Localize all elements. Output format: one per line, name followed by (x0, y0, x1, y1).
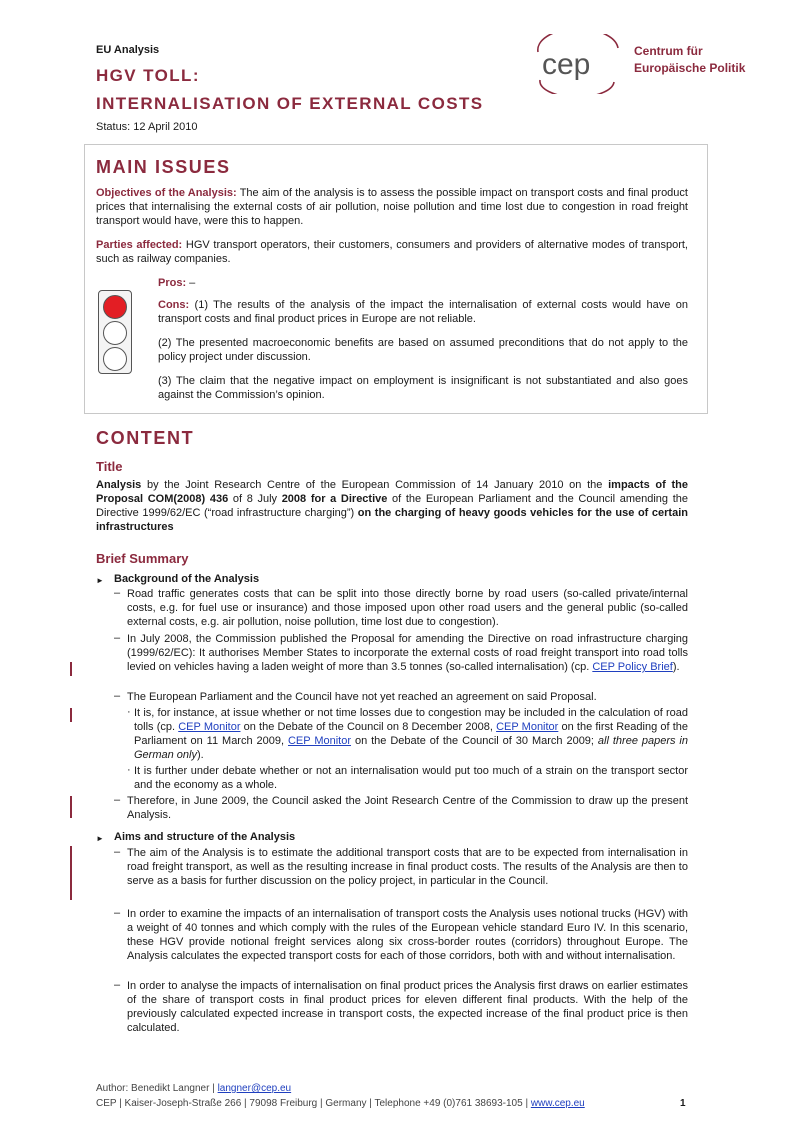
title-subject: on the charging of heavy goods vehicles for the use of certain infrastructures (96, 507, 688, 533)
green-lamp-icon (103, 347, 127, 371)
author-email-link[interactable]: langner@cep.eu (217, 1083, 292, 1094)
dash-bullet-icon: – (114, 587, 121, 599)
cons-item-2: (2) The presented macroeconomic benefits are based on assumed preconditions that do not apply to the policy project under discussion. (158, 337, 688, 363)
subitem-1-text-b: on the Debate of the Council on 8 December 2008, (240, 721, 497, 733)
background-item-2 (127, 632, 688, 674)
pros-label: Pros: (158, 277, 187, 289)
red-lamp-icon (103, 295, 127, 319)
dot-bullet-icon: · (127, 764, 131, 776)
title-subheading: Title (96, 459, 123, 474)
cep-monitor-link-3[interactable]: CEP Monitor (287, 735, 352, 747)
footer-author-text: Author: Benedikt Langner | (96, 1083, 218, 1094)
margin-change-bar (70, 846, 72, 900)
title-text-1: by the Joint Research Centre of the European Commission of 14 January 2010 on the (141, 479, 609, 491)
dash-bullet-icon: – (114, 690, 121, 702)
title-analysis: Analysis (96, 479, 142, 491)
parties-paragraph (96, 238, 688, 266)
cons-paragraph (158, 298, 688, 326)
cons-label: Cons: (158, 299, 190, 311)
cep-logo (530, 34, 770, 94)
subitem-1-text-a: It is, for instance, at issue whether or not time losses due to congestion may be included in the calculation of road tolls (cp. (134, 707, 688, 733)
background-subitem-1 (134, 706, 688, 762)
pros-paragraph (158, 276, 195, 290)
subitem-1-text-d: on the Debate of the Council of 30 March 2009; (351, 735, 598, 747)
title-text-2: of 8 July (228, 493, 282, 505)
dash-bullet-icon: – (114, 846, 121, 858)
margin-change-bar (70, 708, 72, 722)
logo-text-line2: Europäische Politik (634, 61, 746, 75)
objectives-paragraph (96, 186, 688, 228)
parties-label: Parties affected: (96, 239, 183, 251)
content-heading: CONTENT (96, 428, 195, 448)
background-item-4: Therefore, in June 2009, the Council asked the Joint Research Centre of the Commission to draw up the present Analysis. (127, 795, 688, 821)
background-item-2-text-b: ). (672, 661, 680, 673)
footer-address-text: CEP | Kaiser-Joseph-Straße 266 | 79098 Freiburg | Germany | Telephone +49 (0)761 38693-105 | (96, 1098, 531, 1109)
aims-item-1: The aim of the Analysis is to estimate the additional transport costs that are to be expected from internalisation in road freight transport, as well as the resulting increase in final product costs. The results of the Analysis are then to serve as a basis for further discussion on the policy project, in particular in the Council. (127, 847, 688, 887)
background-item-3: The European Parliament and the Council have not yet reached an agreement on said Proposal. (127, 691, 597, 703)
footer-author (96, 1083, 291, 1094)
aims-item-2: In order to examine the impacts of an internalisation of transport costs the Analysis uses notional trucks (HGV) with a weight of 40 tonnes and which comply with the rules of the European vehicle standard Euro IV. In this scenario, these HGV provide notional freight services along six cross-border routes (corridors) throughout Europe. The Analysis calculates the expected transport costs for each of those corridors, both with and without internalisation. (127, 908, 688, 962)
margin-change-bar (70, 662, 72, 676)
triangle-bullet-icon: ► (96, 576, 104, 585)
status-date: Status: 12 April 2010 (96, 121, 198, 133)
traffic-light-icon (98, 290, 132, 374)
page-number: 1 (680, 1098, 686, 1109)
website-link[interactable]: www.cep.eu (530, 1098, 585, 1109)
aims-heading: Aims and structure of the Analysis (114, 831, 296, 843)
objectives-text: The aim of the analysis is to assess the possible impact on transport costs and final product prices that internalising the external costs of air pollution, noise pollution and time lost due to congestion in road freight transport would have, were this to happen. (96, 187, 688, 227)
background-item-2-text-a: In July 2008, the Commission published the Proposal for amending the Directive on road infrastructure charging (1999/62/EC): It authorises Member States to incorporate the external costs of road freight transport into road tolls levied on vehicles having a laden weight of more than 3.5 tonnes (so-called internalisation) (cp. (127, 633, 688, 673)
title-proposal: impacts of the Proposal COM(2008) 436 (96, 479, 688, 505)
background-item-1: Road traffic generates costs that can be split into those directly borne by road users (so-called private/internal costs, e.g. for fuel use or insurance) and those imposed upon other road users and the general public (so-called external costs, e.g. air pollution, noise pollution, time lost due to congestion). (127, 588, 688, 628)
main-issues-heading: MAIN ISSUES (96, 157, 231, 177)
logo-mark-text: cep (542, 48, 591, 81)
background-heading: Background of the Analysis (114, 573, 260, 585)
cons-item-3: (3) The claim that the negative impact on employment is insignificant is not substantiated and also goes against the Commission’s opinion. (158, 375, 688, 401)
page-title-line2: INTERNALISATION OF EXTERNAL COSTS (96, 94, 484, 113)
dash-bullet-icon: – (114, 979, 121, 991)
dash-bullet-icon: – (114, 632, 121, 644)
title-directive: 2008 for a Directive (281, 493, 388, 505)
cons-text: (1) The results of the analysis of the impact the internalisation of external costs would have on transport costs and final product prices in Europe are not reliable. (158, 299, 688, 325)
cep-logo-icon (530, 34, 630, 94)
pros-text: – (186, 277, 196, 289)
eu-analysis-label: EU Analysis (96, 44, 160, 56)
margin-change-bar (70, 796, 72, 818)
logo-text-line1: Centrum für (634, 44, 703, 58)
title-text-3: of the European Parliament and the Council amending the Directive 1999/62/EC (“road infrastructure charging”) (96, 493, 688, 519)
dash-bullet-icon: – (114, 794, 121, 806)
cep-policy-brief-link[interactable]: CEP Policy Brief (592, 661, 673, 673)
footer-address (96, 1098, 585, 1109)
cep-monitor-link-1[interactable]: CEP Monitor (178, 721, 241, 733)
dash-bullet-icon: – (114, 907, 121, 919)
aims-item-3: In order to analyse the impacts of internalisation on final product prices the Analysis first draws on earlier estimates of the share of transport costs in final product prices for eleven different final products. With the help of the previously calculated expected increase in transport costs, the expected increase of the final product price is then calculated. (127, 980, 688, 1034)
triangle-bullet-icon: ► (96, 834, 104, 843)
subitem-1-text-c: on the first Reading of the Parliament on 11 March 2009, (134, 721, 689, 747)
background-subitem-2: It is further under debate whether or not an internalisation would put too much of a strain on the transport sector and the economy as a whole. (134, 765, 688, 791)
objectives-label: Objectives of the Analysis: (96, 187, 237, 199)
dot-bullet-icon: · (127, 706, 131, 718)
amber-lamp-icon (103, 321, 127, 345)
subitem-1-italic: all three papers in German only (134, 735, 688, 761)
brief-summary-subheading: Brief Summary (96, 551, 189, 566)
page-title-line1: HGV TOLL: (96, 66, 200, 85)
title-paragraph (96, 478, 688, 534)
cep-monitor-link-2[interactable]: CEP Monitor (496, 721, 559, 733)
subitem-1-text-e: ). (196, 749, 204, 761)
parties-text: HGV transport operators, their customers, consumers and providers of alternative modes of transport, such as railway companies. (96, 239, 688, 265)
